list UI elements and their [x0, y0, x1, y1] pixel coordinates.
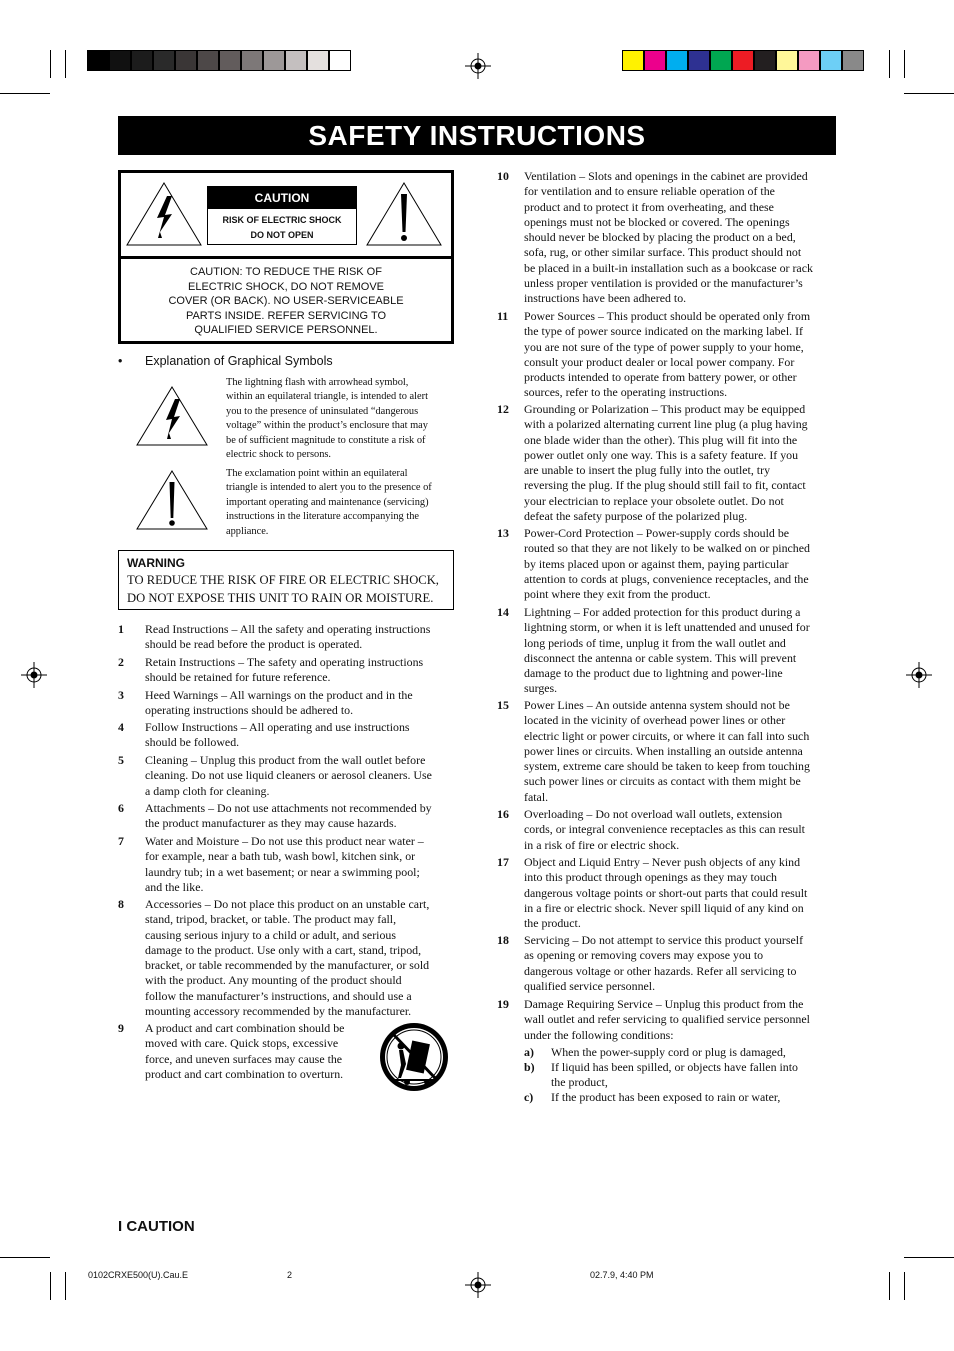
item-line: instructions have been adhered to.	[524, 291, 687, 306]
item-line: openings must not be blocked or covered. The openings	[524, 214, 790, 229]
item-line: routed so that they are not likely to be walked on or pinched	[524, 541, 810, 556]
item-text	[524, 698, 810, 805]
item-text	[145, 688, 413, 719]
exclamation-symbol-icon	[134, 468, 210, 532]
caution-label-line: RISK OF ELECTRIC SHOCK	[222, 215, 342, 225]
grayscale-swatch	[87, 50, 109, 71]
item-line: Attachments – Do not use attachments not recommended by	[145, 801, 432, 815]
caution-label	[207, 186, 357, 245]
item-line: Power-Cord Protection – Power-supply cords should be	[524, 526, 790, 540]
item-line: A product and cart combination should be	[145, 1021, 345, 1035]
item-line: located in the vicinity of overhead power lines or other	[524, 713, 786, 728]
crop-mark	[904, 1257, 954, 1258]
color-swatch	[644, 50, 666, 71]
text-line: be of sufficient magnitude to constitute a risk of	[226, 434, 426, 446]
grayscale-swatch	[219, 50, 241, 71]
item-text	[145, 1021, 344, 1082]
item-number: a)	[524, 1045, 534, 1059]
crop-mark	[889, 1272, 890, 1300]
item-line: Power Sources – This product should be operated only from	[524, 309, 811, 323]
item-line: consult your product dealer or local power company. For	[524, 354, 795, 369]
item-line: for example, near a bath tub, wash bowl, kitchen sink, or	[145, 849, 416, 864]
item-text	[145, 753, 432, 799]
item-number: 2	[118, 655, 124, 669]
item-line: follow the manufacturer’s instructions, and should use a	[145, 988, 412, 1003]
item-line: Heed Warnings – All warnings on the product and in the	[145, 688, 413, 702]
item-line: you are not sure of the type of power supply to your home,	[524, 339, 804, 354]
lightning-symbol-icon	[134, 384, 210, 448]
item-line: should be read before the product is operated.	[145, 637, 363, 652]
grayscale-swatch	[197, 50, 219, 71]
caution-label-line: DO NOT OPEN	[250, 230, 314, 240]
item-number: 16	[497, 807, 509, 821]
warning-line: DO NOT EXPOSE THIS UNIT TO RAIN OR MOISTURE.	[127, 591, 434, 605]
color-swatch	[820, 50, 842, 71]
registration-target-icon	[21, 662, 47, 688]
grayscale-swatch	[131, 50, 153, 71]
lightning-warning-icon	[124, 180, 204, 248]
item-line: moved with care. Quick stops, excessive	[145, 1036, 339, 1051]
item-number: 12	[497, 402, 509, 416]
warning-box	[118, 550, 454, 610]
item-line: cleaning. Do not use liquid cleaners or aerosol cleaners. Use	[145, 768, 432, 783]
page-title: SAFETY INSTRUCTIONS	[118, 116, 836, 155]
item-line: Retain Instructions – The safety and operating instructions	[145, 655, 424, 669]
item-line: a damp cloth for cleaning.	[145, 783, 270, 798]
item-text	[145, 897, 429, 1019]
registration-target-icon	[465, 53, 491, 79]
crop-mark	[0, 93, 50, 94]
text-line: The lightning flash with arrowhead symbol,	[226, 377, 409, 388]
item-line: into this product through openings as they may touch	[524, 870, 777, 885]
warning-heading: WARNING	[127, 556, 185, 570]
item-number: 8	[118, 897, 124, 911]
color-swatch	[710, 50, 732, 71]
item-number: 17	[497, 855, 509, 869]
item-line: the product,	[551, 1075, 608, 1090]
item-text	[145, 622, 430, 653]
item-number: 4	[118, 720, 124, 734]
item-line: in a risk of fire or electric shock.	[524, 837, 680, 852]
text-line: The exclamation point within an equilateral	[226, 468, 408, 479]
item-line: power lines or circuits. When installing an outside antenna	[524, 743, 803, 758]
item-line: lightning storm, or when it is left unattended and unused for	[524, 620, 810, 635]
item-line: Servicing – Do not attempt to service this product yourself	[524, 933, 804, 947]
item-text	[145, 801, 432, 832]
item-line: should never be blocked by placing the product on a bed,	[524, 230, 796, 245]
caution-text-line: CAUTION: TO REDUCE THE RISK OF	[190, 266, 382, 278]
item-text	[524, 997, 810, 1043]
item-number: 3	[118, 688, 124, 702]
item-line: Grounding or Polarization – This product may be equipped	[524, 402, 806, 416]
item-number: 13	[497, 526, 509, 540]
print-timestamp: 02.7.9, 4:40 PM	[590, 1270, 654, 1280]
grayscale-swatch	[307, 50, 329, 71]
text-line: within an equilateral triangle, is intended to alert	[226, 391, 428, 403]
text-line: voltage” within the product’s enclosure that may	[226, 420, 428, 432]
item-line: under the following conditions:	[524, 1027, 674, 1042]
item-number: 15	[497, 698, 509, 712]
item-text	[524, 855, 807, 931]
item-number: 11	[497, 309, 509, 323]
item-line: surges.	[524, 681, 558, 696]
item-number: 14	[497, 605, 509, 619]
item-line: stand, tripod, bracket, or table. The product may fall,	[145, 912, 397, 927]
item-text	[524, 169, 813, 307]
caution-text	[121, 256, 451, 341]
item-line: product and cart combination to overturn.	[145, 1066, 344, 1081]
item-line: your electrician to replace your obsolete outlet. Do not	[524, 493, 784, 508]
registration-target-icon	[465, 1272, 491, 1298]
grayscale-swatch	[175, 50, 197, 71]
item-line: point where they exit from the product.	[524, 587, 711, 602]
crop-mark	[904, 50, 905, 78]
color-swatch	[842, 50, 864, 71]
color-swatch	[776, 50, 798, 71]
text-line: you to the presence of uninsulated “dangerous	[226, 405, 419, 417]
item-line: When the power-supply cord or plug is damaged,	[551, 1045, 786, 1059]
item-text	[524, 807, 805, 853]
file-name: 0102CRXE500(U).Cau.E	[88, 1270, 189, 1280]
item-text	[145, 655, 423, 686]
crop-mark	[65, 50, 66, 78]
item-line: should be followed.	[145, 735, 240, 750]
text-line: important operating and maintenance (servicing)	[226, 496, 429, 508]
item-line: in a fire or electric shock. Never spill liquid of any kind on	[524, 900, 804, 915]
caution-text-line: COVER (OR BACK). NO USER-SERVICEABLE	[168, 295, 404, 308]
grayscale-swatch	[153, 50, 175, 71]
item-line: are unable to insert the plug fully into the outlet, try	[524, 463, 771, 478]
explanation-heading	[118, 354, 333, 368]
text-line: triangle is intended to alert you to the presence of	[226, 482, 432, 494]
item-line: mounting accessory recommended by the manufacturer.	[145, 1004, 412, 1019]
crop-mark	[50, 50, 51, 78]
item-line: Damage Requiring Service – Unplug this product from the	[524, 997, 804, 1011]
item-line: Overloading – Do not overload wall outlets, extension	[524, 807, 783, 821]
item-number: 7	[118, 834, 124, 848]
warning-line: TO REDUCE THE RISK OF FIRE OR ELECTRIC SHOCK,	[127, 573, 439, 587]
crop-mark	[50, 1272, 51, 1300]
item-number: c)	[524, 1090, 534, 1104]
lightning-explanation	[226, 376, 452, 462]
item-text	[145, 720, 410, 751]
caution-text-line: QUALIFIED SERVICE PERSONNEL.	[194, 324, 378, 337]
item-line: attention to cords at plugs, convenience receptacles, and the	[524, 571, 809, 586]
item-number: 9	[118, 1021, 124, 1035]
color-swatch	[798, 50, 820, 71]
color-swatch	[754, 50, 776, 71]
text-line: appliance.	[226, 525, 269, 537]
item-line: disconnect the antenna or cable system. This will prevent	[524, 650, 797, 665]
item-line: electric light or power circuits, or where it can fall into such	[524, 728, 810, 743]
item-text	[524, 605, 810, 697]
item-line: dangerous voltage or other hazards. Refer all servicing to	[524, 963, 797, 978]
item-line: Power Lines – An outside antenna system should not be	[524, 698, 790, 712]
item-line: for ventilation and to ensure reliable operation of the	[524, 184, 775, 199]
item-line: defeat the safety purpose of the polarized plug.	[524, 509, 748, 524]
caution-text-line: ELECTRIC SHOCK, DO NOT REMOVE	[188, 280, 384, 293]
item-number: 6	[118, 801, 124, 815]
caution-text-line: PARTS INSIDE. REFER SERVICING TO	[185, 309, 387, 322]
item-line: Object and Liquid Entry – Never push objects of any kind	[524, 855, 801, 869]
item-line: with a polarized alternating current line plug (a plug having	[524, 417, 808, 432]
item-line: force, and uneven surfaces may cause the	[145, 1051, 343, 1066]
item-line: long periods of time, unplug it from the wall outlet and	[524, 635, 786, 650]
item-number: 1	[118, 622, 124, 636]
item-number: 5	[118, 753, 124, 767]
item-line: Lightning – For added protection for this product during a	[524, 605, 801, 619]
grayscale-swatch	[263, 50, 285, 71]
item-line: unless proper ventilation is provided or the manufacturer’s	[524, 276, 803, 291]
bullet: •	[118, 354, 123, 368]
item-number: 19	[497, 997, 509, 1011]
item-line: such power lines or circuits as contact with them might be	[524, 774, 801, 789]
item-line: the type of power source indicated on the marking label. If	[524, 324, 804, 339]
item-line: damage to the product due to lightning and power-line	[524, 666, 783, 681]
item-text	[145, 834, 424, 895]
item-line: causing serious injury to a child or adult, and serious	[145, 927, 396, 942]
item-text	[551, 1090, 780, 1105]
item-line: and the like.	[145, 879, 204, 894]
item-line: sources, refer to the operating instructions.	[524, 385, 728, 400]
cart-tip-over-icon	[379, 1022, 449, 1092]
item-line: Read Instructions – All the safety and operating instructions	[145, 622, 431, 636]
item-line: the product.	[524, 916, 581, 931]
item-line: as opening or removing covers may expose you to	[524, 948, 764, 963]
crop-mark	[0, 1257, 50, 1258]
item-text	[524, 309, 810, 401]
item-line: fatal.	[524, 789, 549, 804]
item-line: Cleaning – Unplug this product from the wall outlet before	[145, 753, 426, 767]
item-line: cords, or integral convenience receptacles as this can result	[524, 822, 805, 837]
crop-mark	[904, 1272, 905, 1300]
item-line: If the product has been exposed to rain or water,	[551, 1090, 781, 1104]
item-line: wall outlet and refer servicing to qualified service personnel	[524, 1012, 810, 1027]
grayscale-swatch	[241, 50, 263, 71]
item-text	[524, 933, 803, 994]
item-text	[524, 526, 810, 602]
item-line: bracket, or table recommended by the manufacturer, or sold	[145, 958, 430, 973]
item-line: Ventilation – Slots and openings in the cabinet are provided	[524, 169, 808, 183]
grayscale-swatch	[329, 50, 351, 71]
color-swatch	[666, 50, 688, 71]
caution-label-heading: CAUTION	[208, 187, 356, 209]
item-text	[551, 1045, 786, 1060]
color-swatch	[688, 50, 710, 71]
item-number: 10	[497, 169, 509, 183]
item-text	[551, 1060, 798, 1091]
item-line: damage to the product. Use only with a cart, stand, tripod,	[145, 942, 422, 957]
item-line: be placed in a built-in installation such as a bookcase or rack	[524, 260, 813, 275]
registration-target-icon	[906, 662, 932, 688]
text-line: electric shock to persons.	[226, 449, 332, 461]
item-line: laundry tub; in a wet basement; or near a swimming pool;	[145, 864, 420, 879]
section-footer-label: I CAUTION	[118, 1218, 195, 1235]
item-line: the product manufacturer as they may cause hazards.	[145, 816, 397, 831]
item-line: system, extreme care should be taken to keep from touching	[524, 759, 810, 774]
exclamation-explanation	[226, 467, 452, 539]
text-line: instructions in the literature accompanying the	[226, 511, 420, 523]
item-line: sofa, rug, or other similar surface. This product should not	[524, 245, 802, 260]
slug-page-number: 2	[287, 1270, 293, 1280]
crop-mark	[889, 50, 890, 78]
item-number: b)	[524, 1060, 535, 1074]
crop-mark	[65, 1272, 66, 1300]
item-line: power outlet only one way. This is a safety feature. If you	[524, 447, 799, 462]
color-swatch	[732, 50, 754, 71]
item-line: If liquid has been spilled, or objects have fallen into	[551, 1060, 798, 1074]
exclamation-warning-icon	[364, 180, 444, 248]
item-line: operating instructions should be adhered to.	[145, 703, 354, 718]
crop-mark	[904, 93, 954, 94]
item-line: qualified service personnel.	[524, 978, 656, 993]
item-line: Water and Moisture – Do not use this product near water –	[145, 834, 424, 848]
item-line: Accessories – Do not place this product on an unstable cart,	[145, 897, 430, 911]
grayscale-swatch	[285, 50, 307, 71]
item-line: dangerous voltage points or short-out parts that could result	[524, 885, 808, 900]
item-line: reversing the plug. If the plug should still fail to fit, contact	[524, 478, 806, 493]
item-line: should be retained for future reference.	[145, 670, 331, 685]
item-line: one blade wider than the other). This plug will fit into the	[524, 432, 798, 447]
item-line: Follow Instructions – All operating and use instructions	[145, 720, 410, 734]
item-line: products intended to operate from battery power, or other	[524, 370, 797, 385]
item-line: product and to protect it from overheating, and these	[524, 199, 774, 214]
explanation-title: Explanation of Graphical Symbols	[145, 354, 333, 368]
item-line: with the product. Any mounting of the product should	[145, 973, 402, 988]
item-number: 18	[497, 933, 509, 947]
item-line: by items placed upon or against them, paying particular	[524, 556, 789, 571]
grayscale-swatch	[109, 50, 131, 71]
item-text	[524, 402, 808, 524]
color-swatch	[622, 50, 644, 71]
